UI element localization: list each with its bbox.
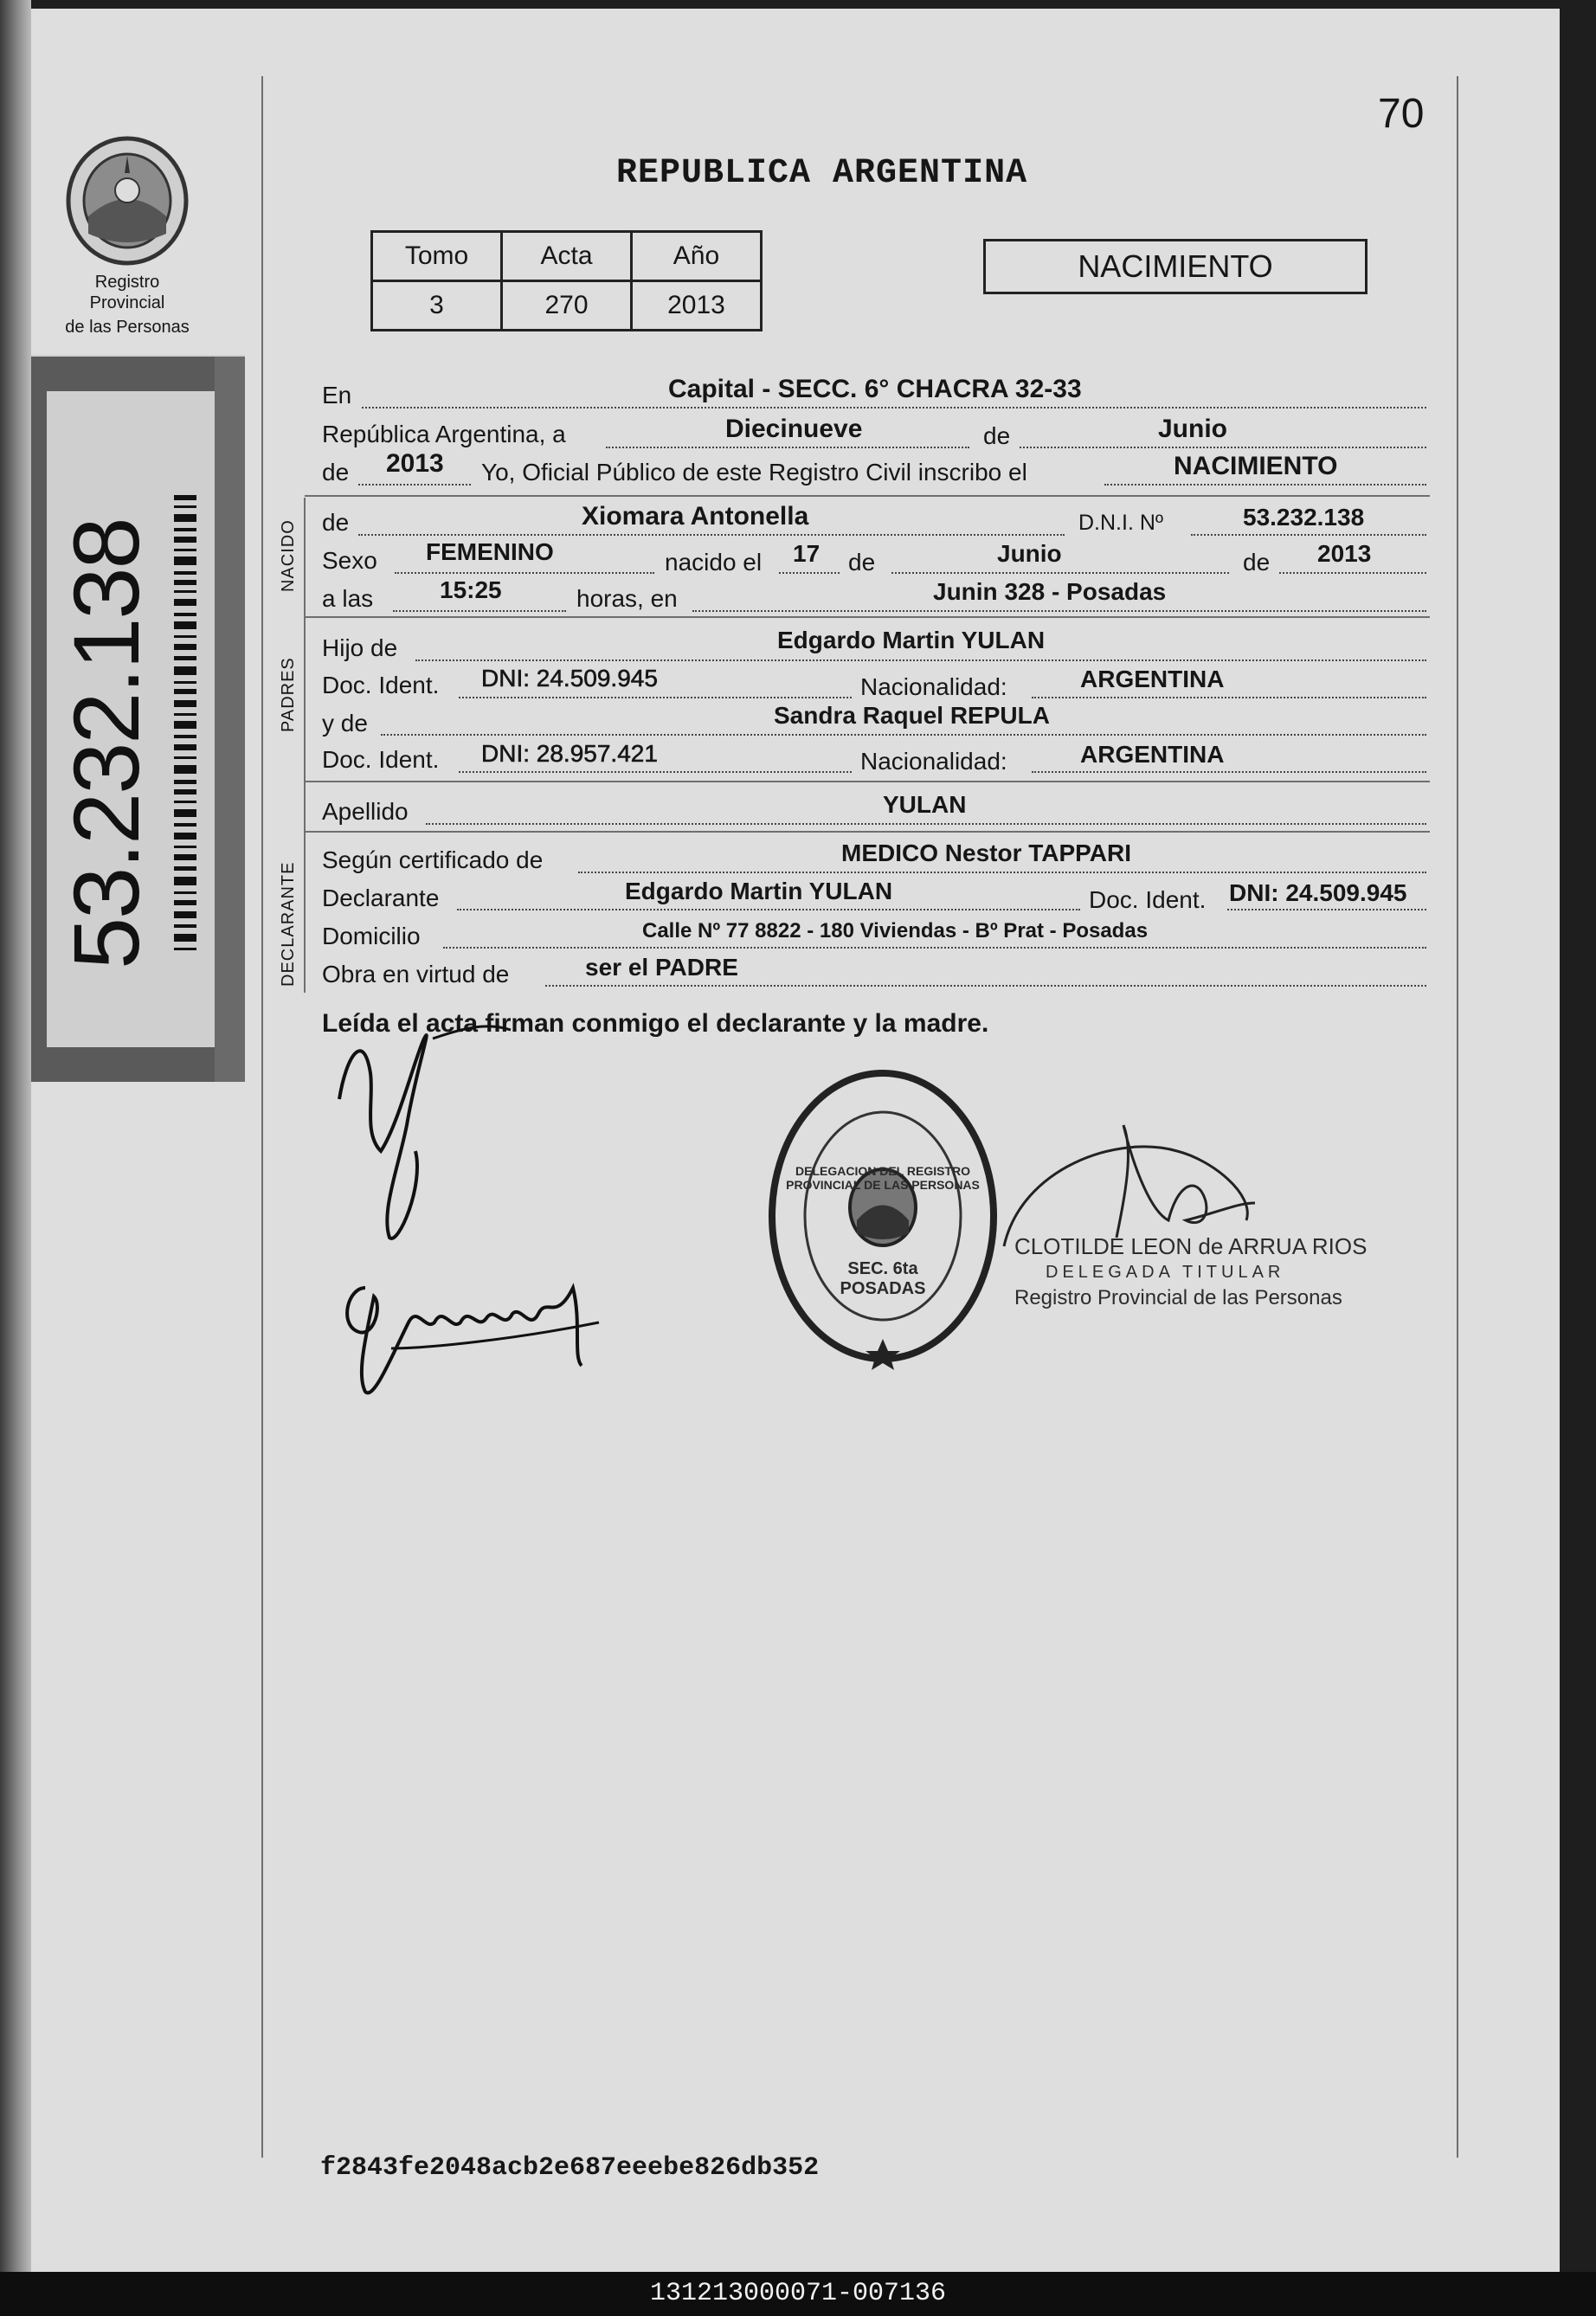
declarante-section-label: DECLARANTE [279,861,298,987]
inscribe-value: NACIMIENTO [1174,452,1338,480]
right-margin-line [1457,76,1458,2158]
separator-1 [305,495,1430,497]
domicilio-value: Calle Nº 77 8822 - 180 Viviendas - Bº Prat - Posadas [642,919,1149,942]
obra-label: Obra en virtud de [322,961,510,988]
segun-dots [578,872,1426,873]
delegate-office: Registro Provincial de las Personas [1014,1286,1342,1309]
apellido-value: YULAN [883,791,967,818]
acta-header: Acta [502,232,632,281]
mother-signature [339,1271,608,1400]
logo-caption-line2: de las Personas [65,318,190,337]
year-value: 2013 [386,449,444,478]
declarante-dots [457,909,1080,910]
horas-label: horas, en [576,585,678,612]
birth-month-value: Junio [997,540,1062,567]
sexo-value: FEMENINO [426,538,554,565]
domicilio-dots [443,947,1426,949]
nac-label: Nacionalidad: [860,673,1007,700]
yo-text: Yo, Oficial Público de este Registro Civil inscribo el [481,459,1027,486]
father-doc-dots [459,697,852,698]
birth-year-value: 2013 [1317,540,1372,567]
inscribe-dots [1104,484,1426,486]
birth-year-dots [1279,572,1426,574]
day-words-value: Diecinueve [725,415,863,443]
sexo-dots [395,572,654,574]
hijo-label: Hijo de [322,634,398,661]
nombre-value: Xiomara Antonella [582,502,809,531]
father-nat-value: ARGENTINA [1080,666,1225,692]
tomo-value: 3 [372,281,502,331]
obra-dots [545,985,1426,987]
decl-doc-label: Doc. Ident. [1089,886,1207,913]
father-dots [415,659,1426,661]
footer-id: 131213000071-007136 [0,2272,1596,2316]
birth-month-dots [891,572,1229,574]
stamp-inner-text: SEC. 6ta POSADAS [840,1259,926,1298]
decl-doc-dots [1227,909,1426,910]
yde-label: y de [322,710,368,737]
doc2-label: Doc. Ident. [322,746,440,773]
en-dots [362,407,1426,409]
mother-dots [381,734,1426,736]
left-margin-line [261,76,263,2158]
dni-value: 53.232.138 [1243,504,1365,531]
dni-dots [1191,534,1426,536]
domicilio-label: Domicilio [322,923,421,949]
provincial-seal-icon [62,130,192,268]
time-value: 15:25 [440,576,502,603]
declarant-signature [329,1021,537,1246]
delegate-name: CLOTILDE LEON de ARRUA RIOS [1014,1233,1368,1259]
segun-label: Según certificado de [322,846,544,873]
book-binding-edge [0,0,31,2316]
declarante-value: Edgardo Martin YULAN [625,878,893,904]
time-dots [393,610,566,612]
stamp-ring-text: DELEGACION DEL REGISTRO PROVINCIAL DE LAS PERSONAS [786,1164,980,1192]
anio-value: 2013 [632,281,762,331]
de3-label: de [848,549,876,576]
en-value: Capital - SECC. 6° CHACRA 32-33 [668,375,1082,403]
place-dots [692,610,1426,612]
dni-label: D.N.I. Nº [1078,511,1164,535]
month-dots [1020,447,1426,448]
mother-nat-dots [1032,771,1426,773]
declarante-label: Declarante [322,885,440,911]
birth-day-dots [779,572,840,574]
delegate-title: DELEGADA TITULAR [1046,1263,1285,1282]
barcode-number: 53.232.138 [54,518,158,969]
father-nat-dots [1032,697,1426,698]
record-type-box: NACIMIENTO [983,239,1368,294]
en-label: En [322,382,352,409]
decl-doc-value: DNI: 24.509.945 [1229,879,1407,906]
mother-doc-value: DNI: 28.957.421 [481,740,658,767]
nac2-label: Nacionalidad: [860,748,1007,775]
closing-statement: Leída el acta firman conmigo el declarante y la madre. [322,1009,989,1038]
day-dots [606,447,969,448]
year-dots [358,484,471,486]
nacido-label: nacido el [665,549,763,576]
obra-value: ser el PADRE [585,954,738,981]
apellido-label: Apellido [322,798,409,825]
section-divider-line [304,498,306,993]
document-hash: f2843fe2048acb2e687eeebe826db352 [320,2153,820,2183]
place-value: Junin 328 - Posadas [933,578,1167,605]
alas-label: a las [322,585,374,612]
stamp-ring-icon [762,1060,1004,1372]
father-doc-value: DNI: 24.509.945 [481,665,658,692]
de-label: de [983,422,1011,449]
logo-caption-line1: Registro Provincial [89,273,165,312]
de4-label: de [1243,549,1271,576]
birth-day-value: 17 [793,540,821,567]
delegate-block [1014,1233,1367,1311]
separator-4 [305,831,1430,833]
separator-3 [305,781,1430,782]
page-number: 70 [1378,91,1425,137]
nombre-label: de [322,509,350,536]
record-table [370,230,763,331]
padres-section-label: PADRES [279,657,298,732]
nombre-dots [358,534,1065,536]
separator-2 [305,616,1430,618]
de2-label: de [322,459,350,486]
anio-header: Año [632,232,762,281]
mother-doc-dots [459,771,852,773]
document-title: REPUBLICA ARGENTINA [616,154,1028,193]
mother-value: Sandra Raquel REPULA [774,702,1050,729]
nacido-section-label: NACIDO [279,519,298,592]
mother-nat-value: ARGENTINA [1080,741,1225,768]
acta-value: 270 [502,281,632,331]
republica-label: República Argentina, a [322,421,566,447]
official-stamp [762,1060,1004,1372]
sexo-label: Sexo [322,547,377,574]
tomo-header: Tomo [372,232,502,281]
doc-label: Doc. Ident. [322,672,440,698]
apellido-dots [426,823,1426,825]
father-value: Edgardo Martin YULAN [777,627,1046,653]
segun-value: MEDICO Nestor TAPPARI [841,840,1131,866]
month-value: Junio [1158,415,1227,443]
registry-logo [62,130,192,338]
